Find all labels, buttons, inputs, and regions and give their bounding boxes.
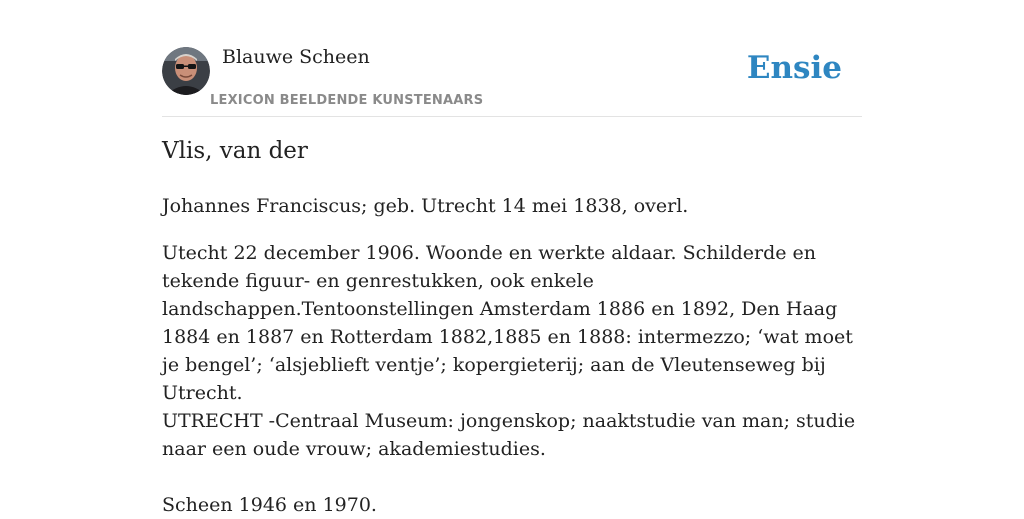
page-title: Vlis, van der [162,138,308,164]
author-photo [162,47,210,95]
avatar[interactable] [162,47,210,95]
article-paragraph-1: Johannes Franciscus; geb. Utrecht 14 mei 1838, overl. [162,195,689,217]
article-paragraph-3: UTRECHT -Centraal Museum: jongenskop; naaktstudie van man; studie naar een oude vrouw; akademiestudies. [162,410,856,460]
page [162,0,862,516]
brand-logo[interactable]: Ensie [746,50,842,86]
publication-name[interactable]: LEXICON BEELDENDE KUNSTENAARS [210,93,484,108]
article-paragraph-2: Utecht 22 december 1906. Woonde en werkte aldaar. Schilderde en tekende figuur- en genrestukken, ook enkele landschappen.Tentoonstellingen Amsterdam 1886 en 1892, Den Haag 1884 en 1887 en Rotterdam 1882,1885 en 1888: intermezzo; ‘wat moet je bengel’; ‘alsjeblieft ventje’; kopergieterij; aan de Vleutenseweg bij Utrecht. [162,242,853,404]
header [162,0,862,117]
article-paragraph-4: Scheen 1946 en 1970. [162,494,377,516]
author-name[interactable]: Blauwe Scheen [222,46,370,68]
